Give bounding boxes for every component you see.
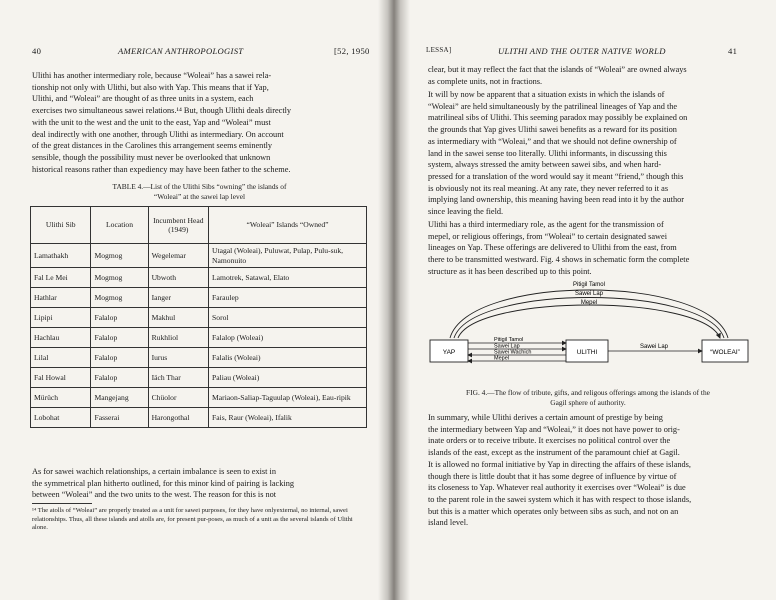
right-paragraph-4 xyxy=(428,412,748,529)
cell-head: Iurus xyxy=(148,348,208,368)
rp2-line: as intermediary with “Woleai,” and that we should not define ownership of xyxy=(428,136,677,146)
right-paragraph-3 xyxy=(428,219,748,278)
cell-sib: Lobohat xyxy=(31,408,91,428)
right-page-number: 41 xyxy=(728,46,738,56)
rp2-line: land in the sawei sense too literally. Ulithi informants, in discussing this xyxy=(428,148,667,158)
figure-caption xyxy=(428,388,748,407)
table-row xyxy=(31,368,367,388)
right-running-title: ULITHI AND THE OUTER NATIVE WORLD xyxy=(498,46,666,56)
right-paragraph-1 xyxy=(428,64,748,87)
cell-islands: Faraulep xyxy=(209,288,367,308)
cell-sib: Fal Le Mei xyxy=(31,268,91,288)
rp1-line: as complete units, not in fractions. xyxy=(428,76,543,86)
table-row xyxy=(31,388,367,408)
rp2-line: since leaving the field. xyxy=(428,207,504,217)
left-volume: [52, 1950 xyxy=(334,46,370,56)
cell-location: Falalop xyxy=(91,328,148,348)
arc-mepel xyxy=(458,305,720,338)
lp1-line: historical reasons rather than expediency may have been father to the scheme. xyxy=(32,164,291,174)
lfoot-line: poses, as much of a unit as the several islands of Ulithi alone. xyxy=(32,515,353,532)
table-row xyxy=(31,244,367,268)
rp4-line: islands of the east, except as the instrument of the paramount chief at Gagil. xyxy=(428,448,680,458)
rp3-line: there to be transmitted westward. Fig. 4 shows in schematic form the complete xyxy=(428,255,690,265)
cell-sib: Lilal xyxy=(31,348,91,368)
cell-islands: Sorol xyxy=(209,308,367,328)
lp1-line: exercises two simultaneous sawei relations.¹⁴ But, though Ulithi deals directly xyxy=(32,106,292,116)
cell-location: Mangejang xyxy=(91,388,148,408)
header-location: Location xyxy=(91,207,148,244)
figure-4-diagram xyxy=(428,278,750,384)
header-ulithi-sib: Ulithi Sib xyxy=(31,207,91,244)
header-islands-owned: “Woleai” Islands “Owned” xyxy=(209,207,367,244)
table-row xyxy=(31,408,367,428)
cell-islands: Lamotrek, Satawal, Elato xyxy=(209,268,367,288)
arc-label-1: Pitigil Tamol xyxy=(573,282,605,288)
rp3-line: Ulithi has a third intermediary role, as the agent for the transmission of xyxy=(428,220,664,229)
lp2-line: the symmetrical plan hitherto outlined, for this minor kind of pairing is lacking xyxy=(32,478,294,488)
right-author-tag: LESSA] xyxy=(426,46,452,54)
box-ulithi-label: ULITHI xyxy=(576,349,598,356)
rp2-line: “Woleai” are held simultaneously by the patrilineal lineages of Yap and the xyxy=(428,101,678,111)
left-running-title: AMERICAN ANTHROPOLOGIST xyxy=(118,46,244,56)
left-paragraph-1 xyxy=(32,70,367,175)
cell-sib: Lipipi xyxy=(31,308,91,328)
lp1-line: tionship not only with Ulithi, but also with Yap. This means that if Yap, xyxy=(32,82,269,92)
lp2-line: between “Woleai” and the two units to the west. The reason for this is not xyxy=(32,490,277,500)
rp4-line: island level. xyxy=(428,518,469,528)
cell-head: Harongothal xyxy=(148,408,208,428)
left-page-number: 40 xyxy=(32,46,42,56)
lp1-line: deal indirectly with one another, through Ulithi as intermediary. On account xyxy=(32,129,284,139)
rp2-line: the grounds that Yap gives Ulithi sawei benefits as a reward for its position xyxy=(428,125,677,135)
rp4-line: though there is little doubt that it has some degree of influence by virtue of xyxy=(428,471,677,481)
rp4-line: inate orders or to receive tribute. It exercises no political control over the xyxy=(428,436,671,446)
rp3-line: mepel, or religious offerings, from “Woleai” to certain designated sawei xyxy=(428,231,668,241)
cell-location: Mogmog xyxy=(91,288,148,308)
arc-label-2: Sawei Lap xyxy=(574,291,604,297)
table-header-row xyxy=(31,207,367,244)
lower-label-2: Sawei Lap xyxy=(494,343,520,350)
rp3-line: lineages on Yap. These offerings are delivered to Ulithi from the east, from xyxy=(428,243,677,253)
table-row xyxy=(31,348,367,368)
cell-location: Mogmog xyxy=(91,268,148,288)
book-gutter xyxy=(378,0,410,600)
box-woleai-label: “WOLEAI” xyxy=(710,349,740,356)
cell-sib: Hathlar xyxy=(31,288,91,308)
lp1-line: with the unit to the west and the unit to the east, Yap and “Woleai” must xyxy=(32,117,271,127)
box-yap-label: YAP xyxy=(442,349,456,356)
rp1-line: clear, but it may reflect the fact that the islands of “Woleai” are owned always xyxy=(428,65,687,74)
cell-sib: Hachlau xyxy=(31,328,91,348)
lfoot-line: external, no internal, sawei relationships. Thus, all these islands and atolls are, for present pur- xyxy=(32,507,348,523)
lp1-line: of the great distances in the Carolines this arrangement seems eminently xyxy=(32,141,273,151)
lower-label-1: Pitigil Tamol xyxy=(494,337,524,343)
right-paragraph-2 xyxy=(428,89,748,218)
rp2-line: pressed for a translation of the word would say it meant “friend,” though this xyxy=(428,171,684,181)
cell-head: Rukhliol xyxy=(148,328,208,348)
rp2-line: is obviously not its real meaning. At any rate, they never referred to it as xyxy=(428,183,669,193)
rp4-line: but this is a matter which operates only between sibs as such, and not on an xyxy=(428,506,679,516)
sibs-table xyxy=(30,206,367,428)
rp4-line: to the parent role in the sawei system which it has with respect to those islands, xyxy=(428,494,692,504)
rp4-line: In summary, while Ulithi derives a certain amount of prestige by being xyxy=(428,413,663,422)
arc-label-3: Mepel xyxy=(580,300,598,306)
cell-location: Fasserai xyxy=(91,408,148,428)
cell-islands: Paliau (Woleai) xyxy=(209,368,367,388)
table-caption xyxy=(32,182,367,201)
table-row xyxy=(31,288,367,308)
rp3-line: structure as it has been described up to this point. xyxy=(428,266,592,276)
cell-head: Makhul xyxy=(148,308,208,328)
lfoot-line: ¹⁴ The atolls of “Woleai” are properly treated as a unit for sawei purposes, for they have only xyxy=(32,507,277,514)
cell-location: Falalop xyxy=(91,368,148,388)
cell-islands: Falalis (Woleai) xyxy=(209,348,367,368)
table-row xyxy=(31,328,367,348)
cell-head: Chüolor xyxy=(148,388,208,408)
figure-caption-line-2: Gagil sphere of authority. xyxy=(550,397,626,407)
rp2-line: It will by now be apparent that a situation exists in which the islands of xyxy=(428,90,665,99)
cell-sib: Mürüch xyxy=(31,388,91,408)
lp1-line: Ulithi has another intermediary role, because “Woleai” has a sawei rela- xyxy=(32,71,272,80)
rp2-line: matrilineal sibs of Ulithi. This seeming paradox may possibly be explained on xyxy=(428,113,688,123)
cell-head: Ubwoth xyxy=(148,268,208,288)
cell-head: Ianger xyxy=(148,288,208,308)
lp2-line: As for sawei wachich relationships, a certain imbalance is seen to exist in xyxy=(32,467,276,476)
rp4-line: It is allowed no formal initiative by Yap in directing the affairs of these islands, xyxy=(428,459,691,469)
footnote-rule xyxy=(32,503,92,504)
middle-label: Sawei Lap xyxy=(640,344,669,350)
figure-caption-line-1: FIG. 4.—The flow of tribute, gifts, and religous offerings among the islands of the xyxy=(466,388,710,397)
table-caption-line-1: TABLE 4.—List of the Ulithi Sibs “owning” the islands of xyxy=(112,182,287,191)
rp4-line: the intermediary between Yap and “Woleai,” it does not have power to orig- xyxy=(428,424,680,434)
table-row xyxy=(31,308,367,328)
cell-sib: Lamathakh xyxy=(31,244,91,268)
cell-head: Wegelemar xyxy=(148,244,208,268)
table-caption-line-2: “Woleai” at the sawei lap level xyxy=(153,191,246,201)
header-incumbent-head: Incumbent Head (1949) xyxy=(148,207,208,244)
cell-islands: Fais, Raur (Woleai), Ifalik xyxy=(209,408,367,428)
cell-location: Falalop xyxy=(91,348,148,368)
cell-islands: Mariaon-Saliap-Taguulap (Woleai), Eau-ripik xyxy=(209,388,367,408)
left-paragraph-2 xyxy=(32,466,367,501)
cell-islands: Falalop (Woleai) xyxy=(209,328,367,348)
right-page xyxy=(388,0,776,600)
lower-label-4: Mepel xyxy=(494,355,509,362)
rp2-line: implying land ownership, this meaning having been read into it by the author xyxy=(428,195,685,205)
cell-location: Falalop xyxy=(91,308,148,328)
table-row xyxy=(31,268,367,288)
cell-head: Iäch Thar xyxy=(148,368,208,388)
lower-label-3: Sawei Wachich xyxy=(494,349,532,356)
rp4-line: its closeness to Yap. Whatever real authority it exercises over “Woleai” is due xyxy=(428,483,686,493)
lp1-line: Ulithi, and “Woleai” are thought of as three units in a system, each xyxy=(32,94,254,104)
footnote-14 xyxy=(32,507,367,533)
cell-sib: Fal Howal xyxy=(31,368,91,388)
lp1-line: sensible, though the possibility must never be overlooked that unknown xyxy=(32,152,271,162)
cell-location: Mogmog xyxy=(91,244,148,268)
cell-islands: Utagal (Woleai), Puluwat, Pulap, Pulu-suk, Namonuito xyxy=(209,244,367,268)
rp2-line: system, always stressed the amity between sawei sibs, and when hard- xyxy=(428,160,662,170)
